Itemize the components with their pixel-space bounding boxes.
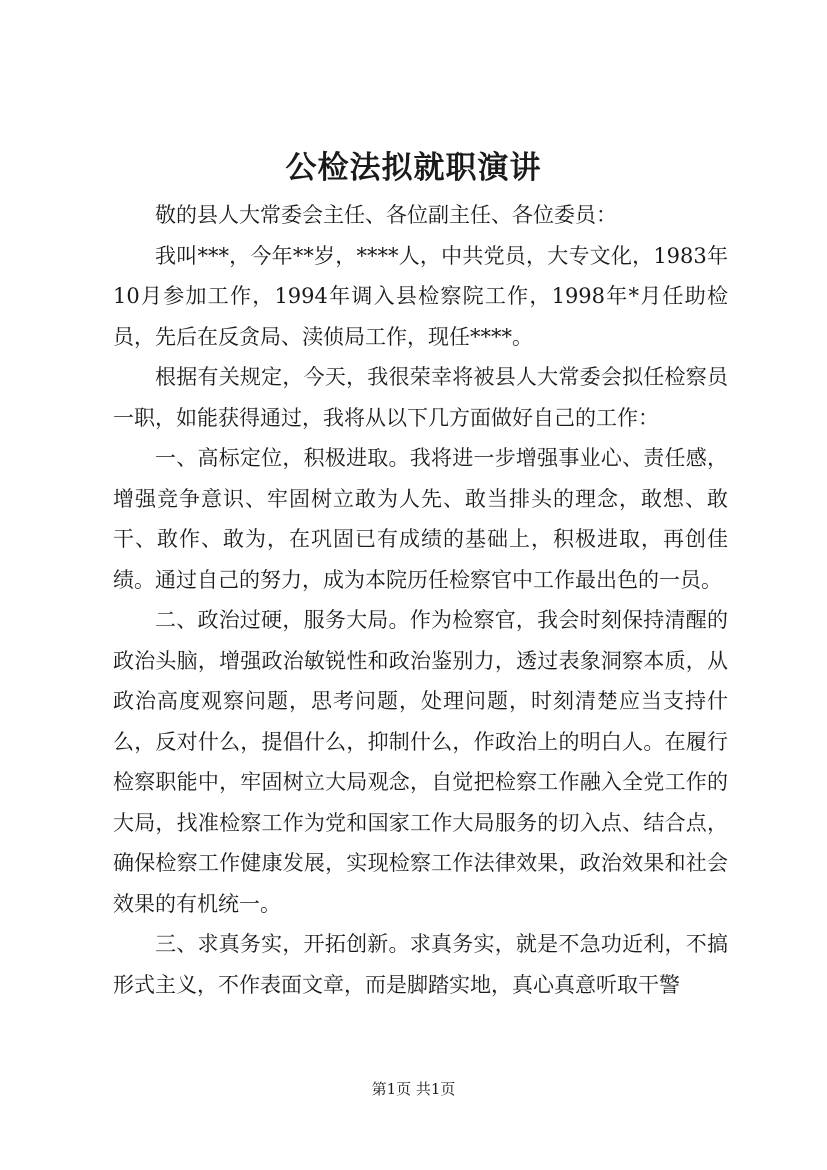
paragraph-point-one: 一、高标定位，积极进取。我将进一步增强事业心、责任感，增强竞争意识、牢固树立敢为人先、敢当排头的理念，敢想、敢干、敢作、敢为，在巩固已有成绩的基础上，积极进取，再创佳绩。通过自己的努力，成为本院历任检察官中工作最出色的一员。 [113, 446, 728, 592]
document-title: 公检法拟就职演讲 [285, 150, 542, 186]
paragraph-introduction: 我叫***，今年**岁，****人，中共党员，大专文化，1983年10月参加工作，1994年调入县检察院工作，1998年*月任助检员，先后在反贪局、渎侦局工作，现任****。 [113, 243, 728, 349]
paragraph-point-two: 二、政治过硬，服务大局。作为检察官，我会时刻保持清醒的政治头脑，增强政治敏锐性和政治鉴别力，透过表象洞察本质，从政治高度观察问题，思考问题，处理问题，时刻清楚应当支持什么，反对什么，提倡什么，抑制什么，作政治上的明白人。在履行检察职能中，牢固树立大局观念，自觉把检察工作融入全党工作的大局，找准检察工作为党和国家工作大局服务的切入点、结合点，确保检察工作健康发展，实现检察工作法律效果，政治效果和社会效果的有机统一。 [113, 608, 728, 916]
document-body [113, 195, 728, 1005]
paragraph-purpose: 根据有关规定，今天，我很荣幸将被县人大常委会拟任检察员一职，如能获得通过，我将从以下几方面做好自己的工作： [113, 365, 728, 430]
paragraph-salutation: 敬的县人大常委会主任、各位副主任、各位委员： [155, 203, 617, 227]
paragraph-point-three: 三、求真务实，开拓创新。求真务实，就是不急功近利，不搞形式主义，不作表面文章，而是脚踏实地，真心真意听取干警 [113, 932, 728, 997]
page-footer: 第1页 共1页 [371, 1080, 456, 1098]
